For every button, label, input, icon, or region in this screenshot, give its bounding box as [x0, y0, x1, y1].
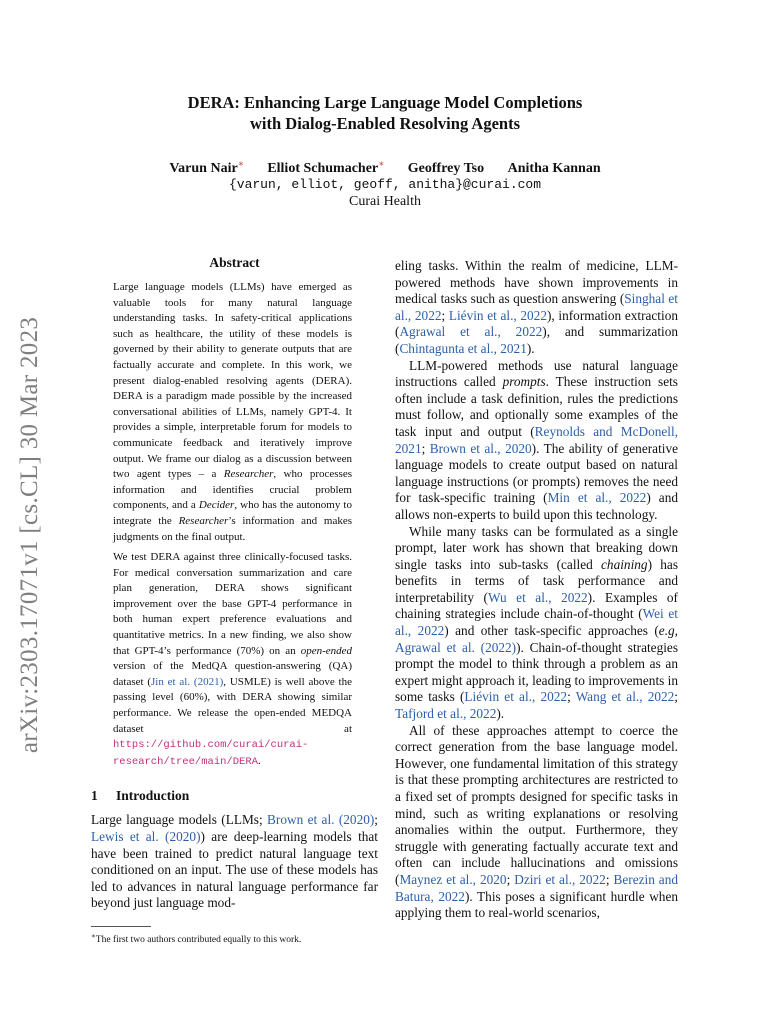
citation-link[interactable]: Reynolds and McDonell, 2021 [395, 423, 678, 456]
text: LLM-powered methods use natural language instructions called [395, 357, 678, 390]
text: , USMLE) is well above the passing level (60%), with DERA showing similar performance. We release the open-ended MEDQA dataset at [113, 675, 352, 735]
abstract-paragraph-2 [113, 550, 352, 770]
text: . These instruction sets often include a task definition, rules the predictions must follow, and optionally some examples of the task input and output ( [395, 374, 678, 439]
text: ’s information and makes judgments on the final output. [113, 514, 352, 543]
citation-link[interactable]: Wu et al., 2022 [487, 589, 588, 605]
text: , who has the autonomy to integrate the [113, 499, 352, 527]
text: ). [496, 706, 505, 722]
equal-contribution-mark: ∗ [378, 158, 385, 168]
text: , who processes information and identifies crucial problem components, and a [113, 468, 352, 512]
author-4 [508, 161, 601, 176]
text: ). [526, 340, 535, 356]
text: ). This poses a significant hurdle when applying them to real-world scenarios, [395, 888, 678, 921]
citation-link[interactable]: Min et al., 2022 [547, 490, 647, 506]
author-name: Geoffrey Tso [407, 160, 485, 176]
abstract-heading: Abstract [209, 255, 260, 270]
abstract-paragraph-1 [113, 280, 352, 545]
citation-link[interactable]: Singhal et al., 2022 [395, 291, 678, 323]
citation-link[interactable]: Brown et al. (2020) [267, 812, 375, 828]
text: ) and allows non-experts to build upon this technology. [395, 490, 678, 522]
citation-link[interactable]: Liévin et al., 2022 [464, 689, 568, 705]
citation-link[interactable]: Jin et al. (2021) [151, 675, 224, 688]
footnote-divider [91, 926, 151, 927]
text: . [257, 754, 261, 767]
author-list [90, 158, 680, 177]
paper-title [90, 92, 680, 134]
affiliation: Curai Health [349, 194, 421, 209]
citation-link[interactable]: Tafjord et al., 2022 [395, 706, 497, 722]
body-paragraph-chaining [395, 524, 678, 723]
citation-link[interactable]: Lewis et al. (2020) [91, 829, 201, 844]
emphasis: Researcher [178, 514, 229, 527]
text: ; [674, 689, 678, 705]
text: eling tasks. Within the realm of medicine, LLM-powered methods have shown improvements in medical tasks such as question answering ( [395, 258, 678, 307]
title-line-2: with Dialog-Enabled Resolving Agents [250, 114, 520, 133]
text: ; [441, 307, 449, 323]
emphasis: open-ended [300, 644, 352, 657]
author-emails: {varun, elliot, geoff, anitha}@curai.com [228, 177, 542, 192]
text: ), and summarization ( [395, 324, 679, 356]
section-title: Introduction [116, 788, 190, 804]
text: ). The ability of generative language models to create output based on natural language instructions (or prompts) removes the need for task-specific training ( [395, 440, 679, 506]
text: ). Chain-of-thought strategies prompt the model to think through a problem as an expert might approach it, leading to improvements in some tasks ( [395, 639, 678, 705]
author-name: Varun Nair [169, 160, 238, 176]
citation-link[interactable]: Maynez et al., 2020 [399, 871, 507, 887]
footnote-text: The first two authors contributed equally to this work. [95, 935, 302, 946]
text: While many tasks can be formulated as a single prompt, later work has shown that breaking down single tasks into sub-tasks (called [395, 523, 678, 572]
body-paragraph-prompts [395, 358, 678, 524]
citation-link[interactable]: Agrawal et al. (2022) [395, 639, 517, 655]
author-name: Elliot Schumacher [267, 160, 379, 176]
dataset-url-link[interactable]: https://github.com/curai/curai-research/tree/main/DERA [113, 739, 309, 768]
section-heading-introduction [91, 788, 378, 804]
intro-paragraph-1 [91, 812, 378, 912]
emphasis: e.g, [658, 623, 678, 639]
citation-link[interactable]: Dziri et al., 2022 [514, 871, 606, 887]
footnote [91, 930, 378, 946]
citation-link[interactable]: Chintagunta et al., 2021 [399, 340, 527, 356]
text: ) are deep-learning models that have been trained to predict natural language text conditioned on an input. The use of these models has led to advances in natural language performance far beyond just language mod- [91, 829, 379, 911]
text: ; [605, 871, 614, 887]
text: ) and other task-specific approaches ( [444, 623, 659, 639]
title-line-1: DERA: Enhancing Large Language Model Completions [187, 93, 583, 112]
citation-link[interactable]: Berezin and Batura, 2022 [395, 871, 678, 904]
body-paragraph-continued [395, 258, 678, 358]
arxiv-identifier: arXiv:2303.17071v1 [cs.CL] 30 Mar 2023 [16, 316, 43, 754]
text: ; [421, 440, 430, 456]
text: ) has benefits in terms of task performance and interpretability ( [395, 556, 678, 605]
emphasis: prompts [502, 374, 546, 390]
author-name: Anitha Kannan [507, 160, 601, 176]
equal-contribution-mark: ∗ [237, 158, 244, 168]
text: version of the MedQA question-answering (QA) dataset ( [113, 660, 352, 688]
text: ; [567, 689, 576, 705]
right-column [395, 258, 678, 922]
emphasis: Researcher [223, 468, 274, 481]
citation-link[interactable]: Liévin et al., 2022 [448, 307, 547, 323]
citation-link[interactable]: Brown et al., 2020 [429, 440, 532, 456]
author-1 [169, 158, 244, 176]
citation-link[interactable]: Wang et al., 2022 [575, 689, 675, 705]
text: All of these approaches attempt to coerce the correct generation from the base language model. However, one fundamental limitation of this strategy is that these prompting architectures are restricted to a fixed set of prompts designed for specific tasks in mind, such as writing explanations or resolving anomalies within the output. Furthermore, they struggle with generating factually accurate text and often can include hallucinations and omissions ( [395, 722, 678, 887]
author-3 [408, 161, 484, 176]
body-paragraph-limitations [395, 723, 678, 922]
emphasis: Decider [198, 499, 235, 512]
citation-link[interactable]: Wei et al., 2022 [395, 606, 678, 639]
text: ; [506, 871, 515, 887]
section-number: 1 [91, 788, 98, 804]
text: ; [374, 812, 378, 828]
emphasis: chaining [601, 556, 648, 572]
left-column [91, 255, 378, 912]
arxiv-sidebar-stamp [8, 300, 52, 770]
footnote-mark: ∗ [91, 932, 96, 940]
text: ), information extraction ( [395, 307, 678, 340]
text: ). Examples of chaining strategies include chain-of-thought ( [395, 589, 678, 622]
text: We test DERA against three clinically-focused tasks. For medical conversation summarization and care plan generation, DERA shows significant improvement over the base GPT-4 performance in both human expert preference evaluations and quantitative metrics. In a new finding, we also show that GPT-4’s performance (70%) on an [113, 551, 352, 657]
citation-link[interactable]: Agrawal et al., 2022 [399, 324, 543, 340]
text: Large language models (LLMs) have emerged as valuable tools for many natural language understanding tasks. In safety-critical applications such as healthcare, the utility of these models is governed by their ability to generate outputs that are factually accurate and complete. In this work, we present dialog-enabled resolving agents (DERA). DERA is a paradigm made possible by the increased conversational abilities of LLMs, namely GPT-4. It provides a simple, interpretable forum for models to communicate feedback and iteratively improve output. We frame our dialog as a discussion between two agent types – a [113, 281, 352, 481]
text: Large language models (LLMs; [91, 812, 268, 828]
author-2 [267, 158, 385, 176]
